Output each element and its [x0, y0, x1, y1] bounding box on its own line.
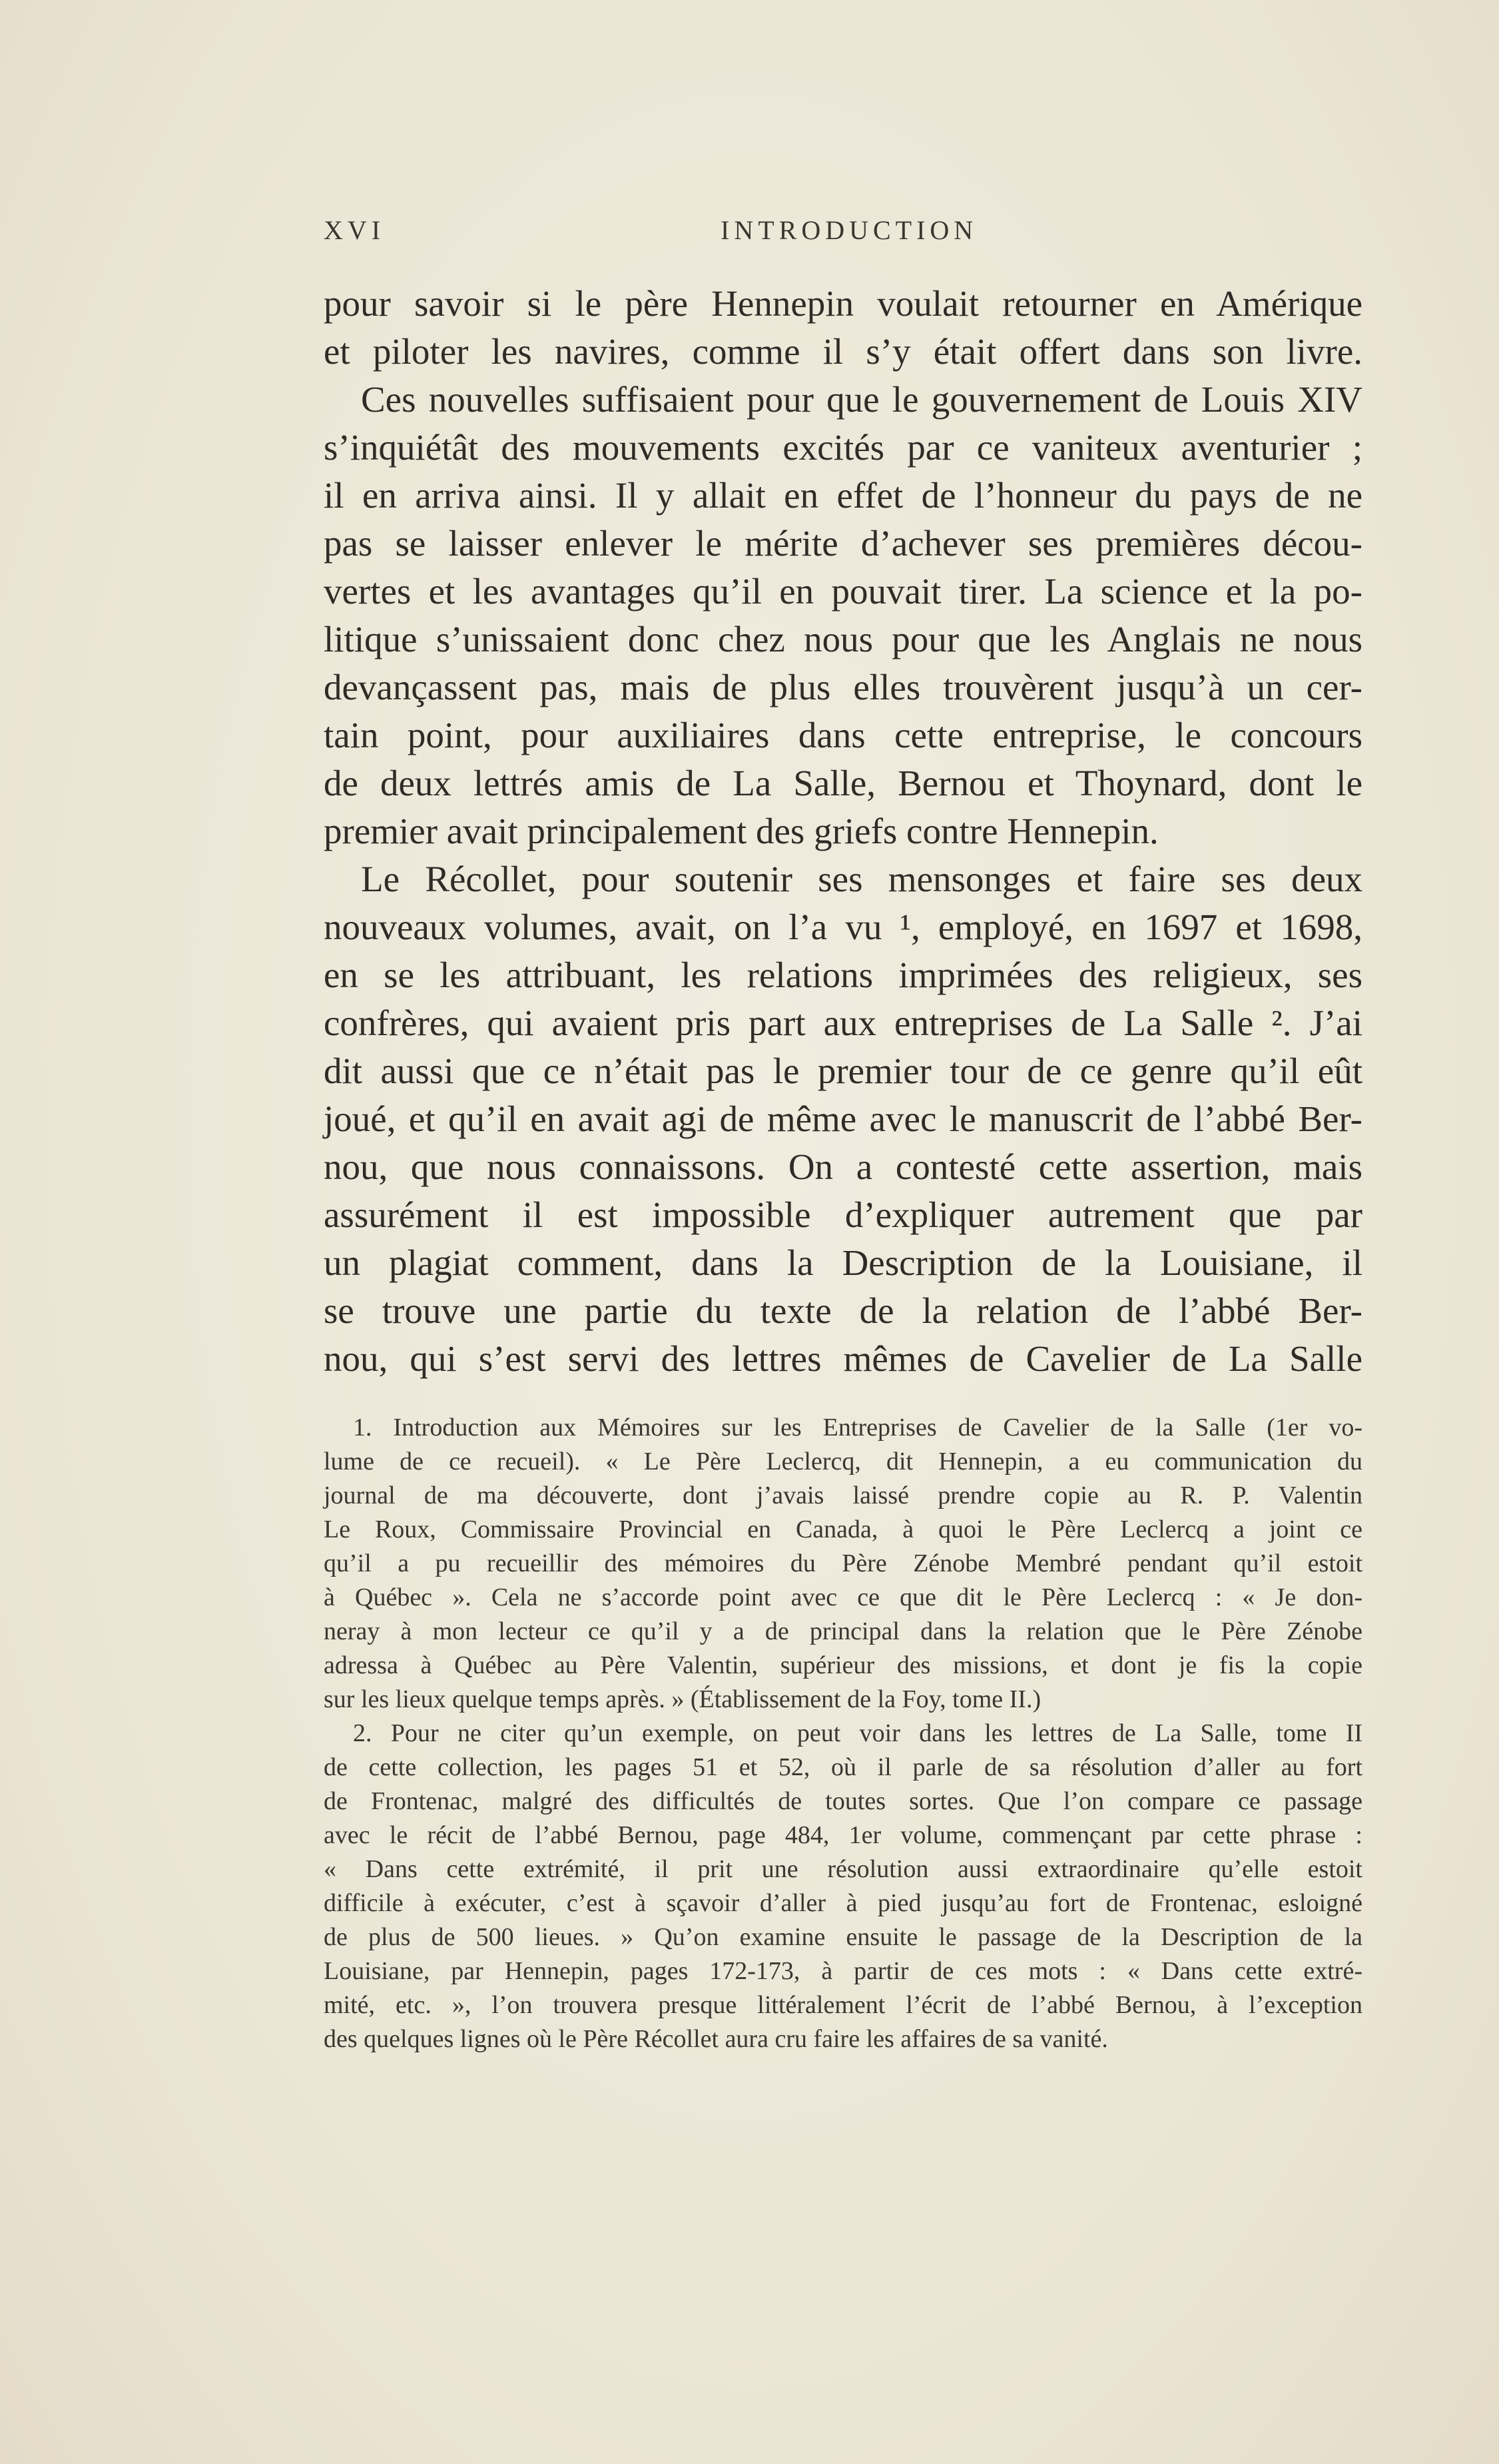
- footnote-line: sur les lieux quelque temps après. » (Établissement de la Foy, tome II.): [324, 1685, 1042, 1713]
- text-line: tain point, pour auxiliaires dans cette entreprise, le concours: [324, 715, 1362, 755]
- footnote-line: à Québec ». Cela ne s’accorde point avec ce que dit le Père Leclercq : « Je don-: [324, 1583, 1362, 1611]
- text-line: litique s’unissaient donc chez nous pour que les Anglais ne nous: [324, 619, 1362, 659]
- text-line: il en arriva ainsi. Il y allait en effet de l’honneur du pays de ne: [324, 475, 1362, 516]
- main-text: [324, 280, 1362, 1383]
- footnote-line: avec le récit de l’abbé Bernou, page 484, 1er volume, commençant par cette phrase :: [324, 1821, 1362, 1849]
- footnote-line: des quelques lignes où le Père Récollet aura cru faire les affaires de sa vanité.: [324, 2025, 1108, 2053]
- text-line: Ces nouvelles suffisaient pour que le gouvernement de Louis XIV: [361, 379, 1362, 420]
- text-line: se trouve une partie du texte de la relation de l’abbé Ber-: [324, 1290, 1362, 1331]
- text-line: s’inquiétât des mouvements excités par ce vaniteux aventurier ;: [324, 427, 1362, 468]
- footnote-line: journal de ma découverte, dont j’avais laissé prendre copie au R. P. Valentin: [324, 1481, 1362, 1509]
- text-line: premier avait principalement des griefs contre Hennepin.: [324, 811, 1159, 851]
- footnote-line: lume de ce recueil). « Le Père Leclercq, dit Hennepin, a eu communication du: [324, 1447, 1362, 1475]
- text-line: devançassent pas, mais de plus elles trouvèrent jusqu’à un cer-: [324, 667, 1362, 707]
- text-line: nouveaux volumes, avait, on l’a vu ¹, employé, en 1697 et 1698,: [324, 907, 1362, 947]
- running-title: INTRODUCTION: [721, 215, 978, 245]
- text-line: un plagiat comment, dans la Description de la Louisiane, il: [324, 1242, 1362, 1283]
- text-line: confrères, qui avaient pris part aux entreprises de La Salle ². J’ai: [324, 1003, 1362, 1043]
- footnote-line: qu’il a pu recueillir des mémoires du Père Zénobe Membré pendant qu’il estoit: [324, 1549, 1362, 1577]
- footnote-line: 1. Introduction aux Mémoires sur les Entreprises de Cavelier de la Salle (1er vo-: [353, 1414, 1362, 1441]
- footnote-line: « Dans cette extrémité, il prit une résolution aussi extraordinaire qu’elle estoit: [324, 1855, 1362, 1883]
- text-line: vertes et les avantages qu’il en pouvait tirer. La science et la po-: [324, 571, 1362, 612]
- footnote-line: 2. Pour ne citer qu’un exemple, on peut voir dans les lettres de La Salle, tome II: [353, 1719, 1362, 1747]
- text-line: joué, et qu’il en avait agi de même avec le manuscrit de l’abbé Ber-: [324, 1098, 1362, 1139]
- page-number: XVI: [324, 215, 386, 245]
- footnote-line: difficile à exécuter, c’est à sçavoir d’aller à pied jusqu’au fort de Frontenac, esloigné: [324, 1889, 1362, 1917]
- text-line: nou, que nous connaissons. On a contesté cette assertion, mais: [324, 1146, 1362, 1187]
- footnote-line: neray à mon lecteur ce qu’il y a de principal dans la relation que le Père Zénobe: [324, 1617, 1362, 1645]
- text-line: Le Récollet, pour soutenir ses mensonges et faire ses deux: [361, 859, 1362, 899]
- text-line: nou, qui s’est servi des lettres mêmes de Cavelier de La Salle: [324, 1338, 1362, 1379]
- footnotes: [324, 1411, 1362, 2056]
- footnote-line: Louisiane, par Hennepin, pages 172-173, à partir de ces mots : « Dans cette extré-: [324, 1957, 1362, 1985]
- text-line: pour savoir si le père Hennepin voulait retourner en Amérique: [324, 283, 1362, 324]
- text-line: en se les attribuant, les relations imprimées des religieux, ses: [324, 955, 1362, 995]
- footnote-line: de Frontenac, malgré des difficultés de toutes sortes. Que l’on compare ce passage: [324, 1787, 1362, 1815]
- page-header: [324, 214, 1362, 254]
- text-line: et piloter les navires, comme il s’y était offert dans son livre.: [324, 331, 1362, 372]
- footnote-line: Le Roux, Commissaire Provincial en Canada, à quoi le Père Leclercq a joint ce: [324, 1515, 1362, 1543]
- text-line: de deux lettrés amis de La Salle, Bernou et Thoynard, dont le: [324, 763, 1362, 803]
- text-line: pas se laisser enlever le mérite d’achever ses premières décou-: [324, 523, 1362, 564]
- text-line: dit aussi que ce n’était pas le premier tour de ce genre qu’il eût: [324, 1050, 1362, 1091]
- footnote-line: de plus de 500 lieues. » Qu’on examine ensuite le passage de la Description de la: [324, 1923, 1362, 1951]
- text-line: assurément il est impossible d’expliquer autrement que par: [324, 1194, 1362, 1235]
- footnote-line: de cette collection, les pages 51 et 52, où il parle de sa résolution d’aller au fort: [324, 1753, 1362, 1781]
- footnote-line: adressa à Québec au Père Valentin, supérieur des missions, et dont je fis la copie: [324, 1651, 1362, 1679]
- footnote-line: mité, etc. », l’on trouvera presque littéralement l’écrit de l’abbé Bernou, à l’exception: [324, 1991, 1362, 2019]
